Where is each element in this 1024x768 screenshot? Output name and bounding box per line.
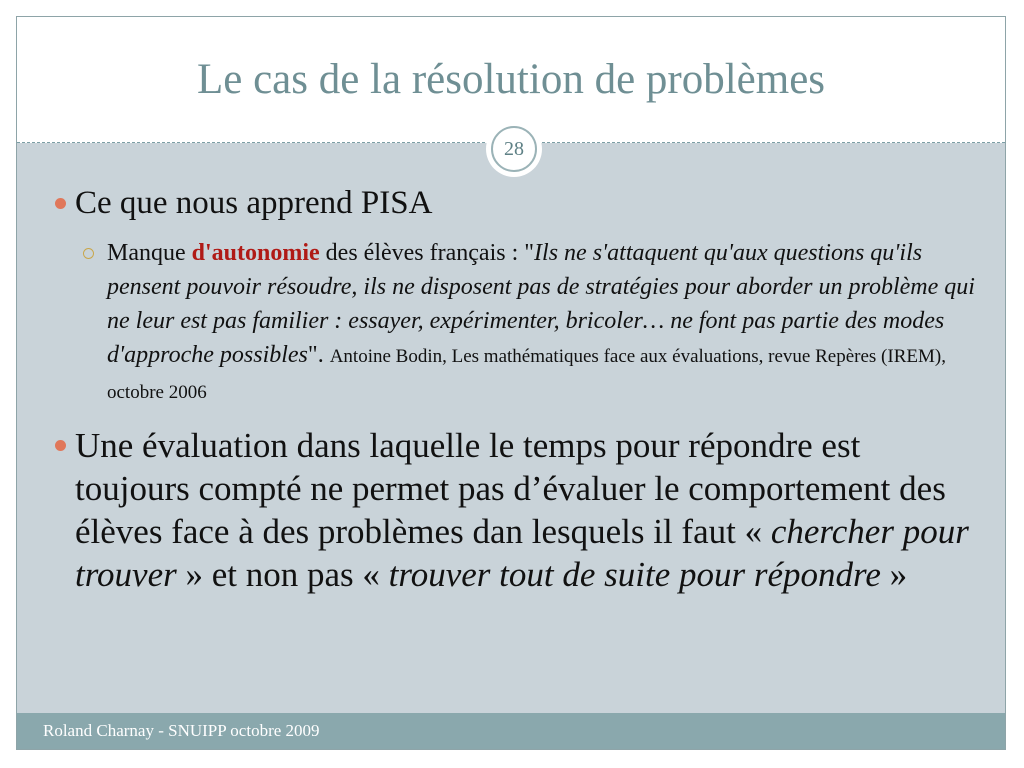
- slide-footer: [17, 713, 1005, 749]
- sub-bullet-ring-icon: [83, 248, 94, 259]
- bullet-text-middle: » et non pas «: [176, 555, 389, 594]
- quote-end: ".: [307, 342, 330, 368]
- highlight-autonomie: d'autonomie: [191, 240, 320, 266]
- footer-text: Roland Charnay - SNUIPP octobre 2009: [43, 721, 320, 740]
- bullet-dot-icon: [55, 198, 66, 209]
- sub-bullet-middle: des élèves français : ": [319, 240, 535, 266]
- slide-content: [53, 183, 979, 596]
- quote-text: Ils ne s'attaquent qu'aux questions qu'ils pensent pouvoir résoudre, ils ne disposent pas de stratégies pour aborder un problème qui ne leur est pas familier : essayer, expérimenter, bricoler… ne font pas partie des modes d'approche possibles: [107, 240, 975, 368]
- bullet-dot-icon: [55, 440, 66, 451]
- page-number: 28: [491, 126, 537, 172]
- sub-bullet-prefix: Manque: [107, 240, 192, 266]
- bullet-text-after: »: [880, 555, 908, 594]
- bullet-text: Ce que nous apprend PISA: [75, 185, 433, 221]
- slide-title: Le cas de la résolution de problèmes: [196, 56, 826, 103]
- citation: Antoine Bodin, Les mathématiques face aux évaluations, revue Repères (IREM), octobre 2006: [107, 346, 946, 403]
- bullet-text-before: Une évaluation dans laquelle le temps pour répondre est toujours compté ne permet pas d’évaluer le comportement des élèves face à des problèmes dan lesquels il faut «: [75, 426, 946, 551]
- slide: [16, 16, 1006, 750]
- bullet-item: [53, 424, 979, 596]
- bullet-item: [53, 183, 979, 224]
- italic-phrase-2: trouver tout de suite pour répondre: [388, 555, 881, 594]
- italic-phrase-1: chercher pour trouver: [75, 512, 969, 594]
- page-number-badge: [486, 121, 542, 177]
- sub-bullet-item: [83, 236, 979, 410]
